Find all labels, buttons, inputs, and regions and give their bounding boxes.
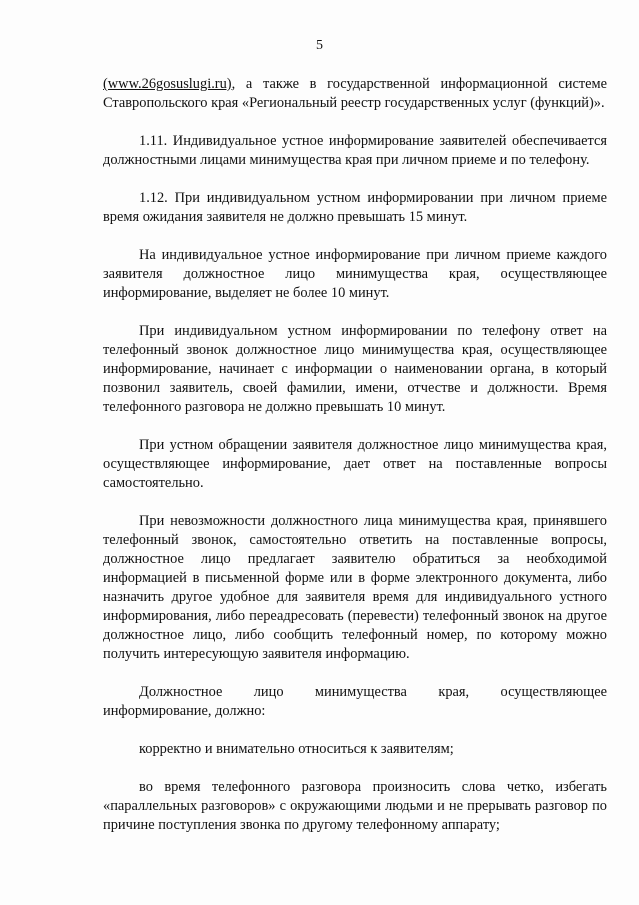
page-number: 5 — [316, 38, 323, 53]
paragraph-1-11: 1.11. Индивидуальное устное информирование заявителей обеспечивается должностными лицами минимущества края при личном приеме и по телефону. — [103, 133, 607, 168]
paragraph-redirect-call: При невозможности должностного лица минимущества края, принявшего телефонный звонок, самостоятельно ответить на поставленные вопросы, должностное лицо предлагает заявителю обратиться за необходимой информацией в письменной форме или в форме электронного документа, либо назначить другое удобное для заявителя время для индивидуального устного информирования, либо переадресовать (перевести) телефонный звонок на другое должностное лицо, либо сообщить телефонный номер, по которому можно получить интересующую заявителя информацию. — [103, 513, 607, 662]
list-item-courtesy: корректно и внимательно относиться к заявителям; — [139, 741, 454, 757]
paragraph-1-12: 1.12. При индивидуальном устном информировании при личном приеме время ожидания заявителя не должно превышать 15 минут. — [103, 190, 607, 225]
paragraph-continuation: , а также в государственной информационной системе Ставропольского края «Региональный реестр государственных услуг (функций)». — [103, 76, 607, 111]
paragraph-oral-request: При устном обращении заявителя должностное лицо минимущества края, осуществляющее информирование, дает ответ на поставленные вопросы самостоятельно. — [103, 437, 607, 491]
paragraph-personal-reception-time: На индивидуальное устное информирование при личном приеме каждого заявителя должностное лицо минимущества края, осуществляющее информирование, выделяет не более 10 минут. — [103, 247, 607, 301]
paragraph-website-reference — [103, 75, 607, 113]
paragraph-official-must: Должностное лицо минимущества края, осуществляющее информирование, должно: — [103, 684, 607, 719]
list-item-phone-conduct: во время телефонного разговора произносить слова четко, избегать «параллельных разговоров» с окружающими людьми и не прерывать разговор по причине поступления звонка по другому телефонному аппарату; — [103, 779, 607, 833]
document-body — [103, 75, 607, 835]
website-link[interactable]: (www.26gosuslugi.ru) — [103, 76, 232, 92]
paragraph-phone-information: При индивидуальном устном информировании по телефону ответ на телефонный звонок должностное лицо минимущества края, осуществляющее информирование, начинает с информации о наименовании органа, в который позвонил заявитель, своей фамилии, имени, отчестве и должности. Время телефонного разговора не должно превышать 10 минут. — [103, 323, 607, 415]
